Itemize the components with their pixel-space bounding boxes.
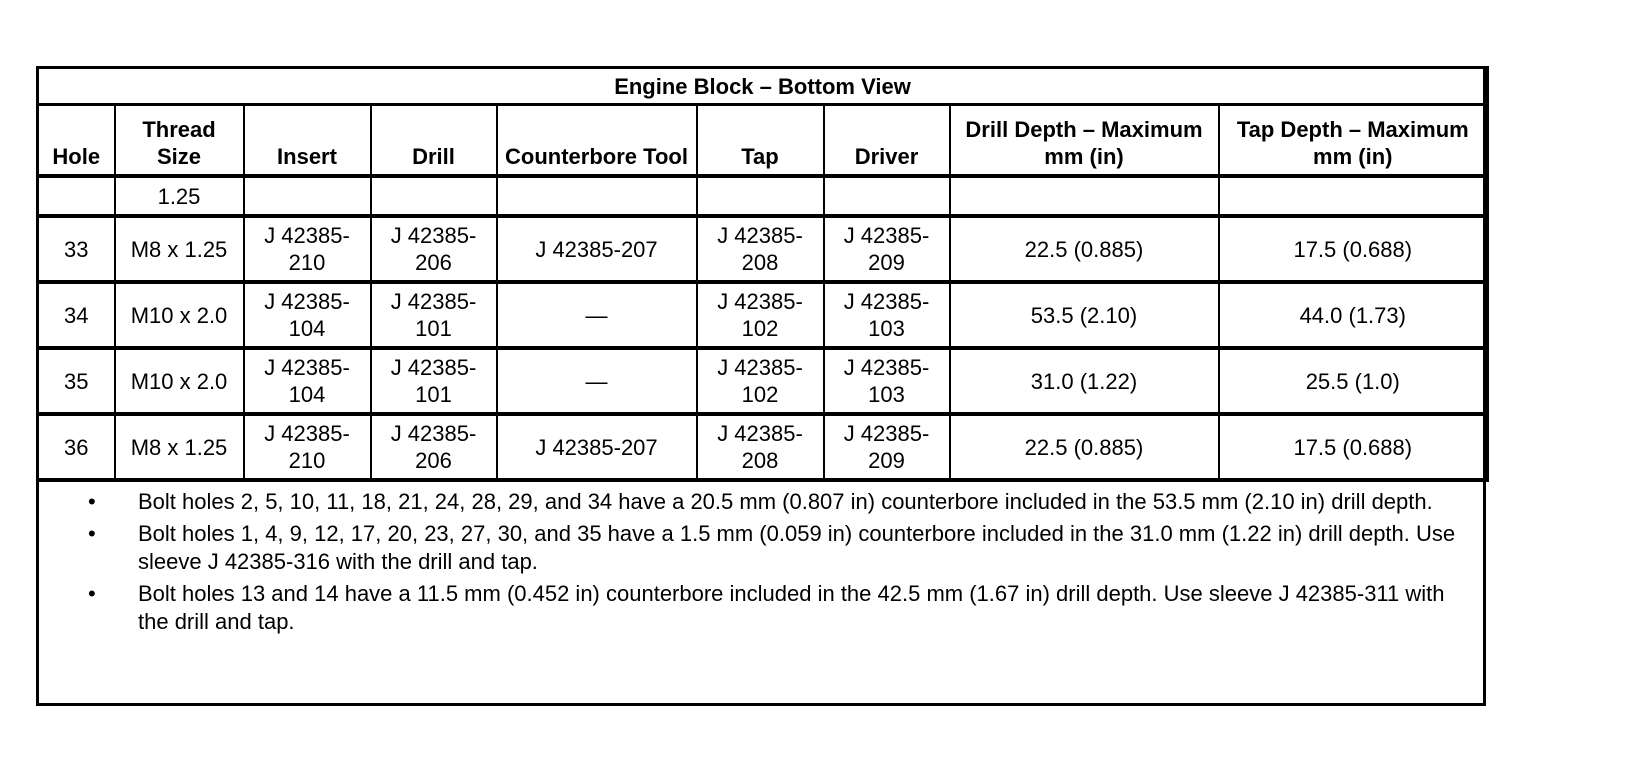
table-cell: 1.25 — [115, 176, 244, 216]
table-cell-tap-depth: 44.0 (1.73) — [1219, 282, 1488, 348]
note-item — [36, 520, 1486, 576]
table-cell-hole: 34 — [38, 282, 115, 348]
table-cell-thread-size: M8 x 1.25 — [115, 216, 244, 282]
title-row — [38, 68, 1488, 105]
table-row-partial — [38, 176, 1488, 216]
table-cell-tap: J 42385-102 — [697, 348, 824, 414]
table-cell-driver: J 42385-103 — [824, 348, 950, 414]
notes-list — [36, 488, 1486, 636]
table-cell-thread-size: M8 x 1.25 — [115, 414, 244, 480]
column-header-hole: Hole — [38, 105, 115, 177]
table-cell — [950, 176, 1219, 216]
column-header-drill-depth: Drill Depth – Maximum mm (in) — [950, 105, 1219, 177]
table-cell-counterbore-tool: J 42385-207 — [497, 414, 697, 480]
table-cell-tap-depth: 25.5 (1.0) — [1219, 348, 1488, 414]
table-cell-insert: J 42385-210 — [244, 414, 371, 480]
table-cell-insert: J 42385-104 — [244, 282, 371, 348]
table-cell-insert: J 42385-210 — [244, 216, 371, 282]
table-cell — [697, 176, 824, 216]
table-row — [38, 348, 1488, 414]
column-header-tap-depth: Tap Depth – Maximum mm (in) — [1219, 105, 1488, 177]
table-cell-counterbore-tool: — — [497, 348, 697, 414]
column-header-insert: Insert — [244, 105, 371, 177]
table-cell-tap: J 42385-208 — [697, 414, 824, 480]
table-cell-hole: 36 — [38, 414, 115, 480]
table-cell-drill-depth: 22.5 (0.885) — [950, 216, 1219, 282]
table-cell-drill: J 42385-206 — [371, 216, 497, 282]
table-cell-thread-size: M10 x 2.0 — [115, 348, 244, 414]
table-cell-tap: J 42385-208 — [697, 216, 824, 282]
table-cell-hole: 33 — [38, 216, 115, 282]
table-cell — [497, 176, 697, 216]
table-cell — [38, 176, 115, 216]
column-header-counterbore-tool: Counterbore Tool — [497, 105, 697, 177]
column-header-thread-size: Thread Size — [115, 105, 244, 177]
table-cell-drill-depth: 31.0 (1.22) — [950, 348, 1219, 414]
table-cell-thread-size: M10 x 2.0 — [115, 282, 244, 348]
note-item — [36, 580, 1486, 636]
table-cell-counterbore-tool: J 42385-207 — [497, 216, 697, 282]
table-cell — [244, 176, 371, 216]
table-cell-hole: 35 — [38, 348, 115, 414]
table-cell-counterbore-tool: — — [497, 282, 697, 348]
column-header-drill: Drill — [371, 105, 497, 177]
table-row — [38, 216, 1488, 282]
table-cell-drill: J 42385-101 — [371, 348, 497, 414]
table-cell-driver: J 42385-103 — [824, 282, 950, 348]
table-cell-driver: J 42385-209 — [824, 216, 950, 282]
note-item — [36, 488, 1486, 516]
table-cell — [824, 176, 950, 216]
column-header-tap: Tap — [697, 105, 824, 177]
table-cell-tap-depth: 17.5 (0.688) — [1219, 414, 1488, 480]
bullet-icon: • — [88, 489, 96, 514]
table-cell-drill: J 42385-101 — [371, 282, 497, 348]
bullet-icon: • — [88, 581, 96, 606]
engine-block-spec-table — [36, 66, 1489, 482]
table-cell-insert: J 42385-104 — [244, 348, 371, 414]
table-row — [38, 282, 1488, 348]
table-cell — [371, 176, 497, 216]
table-cell-tap-depth: 17.5 (0.688) — [1219, 216, 1488, 282]
note-text: Bolt holes 13 and 14 have a 11.5 mm (0.452 in) counterbore included in the 42.5 mm (1.67 in) drill depth. Use sleeve J 42385-311 with the drill and tap. — [138, 581, 1445, 634]
notes-section — [36, 478, 1486, 640]
column-header-driver: Driver — [824, 105, 950, 177]
note-text: Bolt holes 2, 5, 10, 11, 18, 21, 24, 28, 29, and 34 have a 20.5 mm (0.807 in) counterbore included in the 53.5 mm (2.10 in) drill depth. — [138, 489, 1433, 514]
table-title: Engine Block – Bottom View — [38, 68, 1488, 105]
table-row — [38, 414, 1488, 480]
header-row — [38, 105, 1488, 177]
table-cell — [1219, 176, 1488, 216]
table-cell-driver: J 42385-209 — [824, 414, 950, 480]
note-text: Bolt holes 1, 4, 9, 12, 17, 20, 23, 27, 30, and 35 have a 1.5 mm (0.059 in) counterbore included in the 31.0 mm (1.22 in) drill depth. Use sleeve J 42385-316 with the drill and tap. — [138, 521, 1456, 574]
bullet-icon: • — [88, 521, 96, 546]
table-cell-tap: J 42385-102 — [697, 282, 824, 348]
table-cell-drill: J 42385-206 — [371, 414, 497, 480]
table-cell-drill-depth: 53.5 (2.10) — [950, 282, 1219, 348]
table-cell-drill-depth: 22.5 (0.885) — [950, 414, 1219, 480]
